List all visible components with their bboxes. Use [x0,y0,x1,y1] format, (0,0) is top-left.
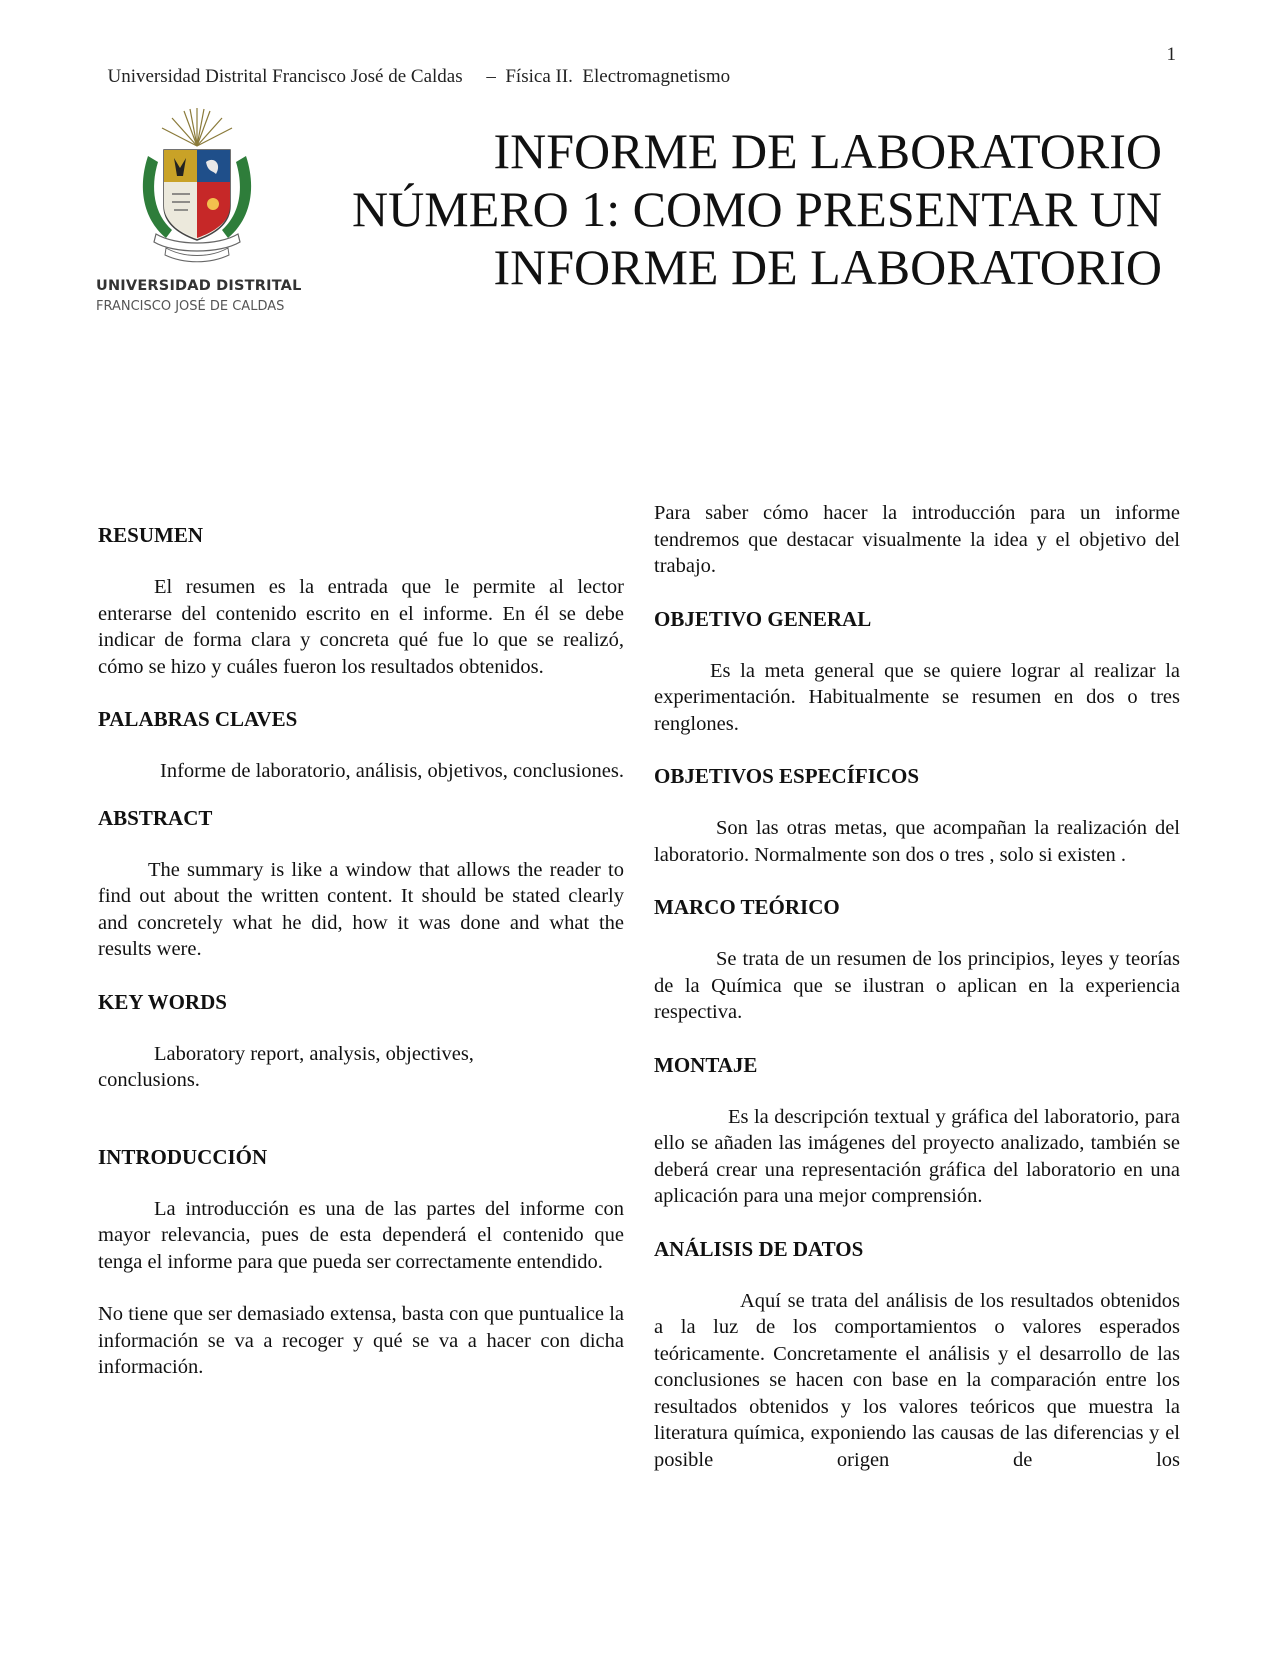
analisis-datos-heading: ANÁLISIS DE DATOS [654,1236,864,1261]
left-column [98,522,624,1381]
key-words-heading: KEY WORDS [98,989,227,1014]
palabras-claves-text: Informe de laboratorio, análisis, objetivos, conclusiones. [160,760,624,782]
intro-continuation-text: Para saber cómo hacer la introducción para un informe tendremos que destacar visualmente la idea y el objetivo del trabajo. [654,502,1180,577]
palabras-claves-heading: PALABRAS CLAVES [98,707,298,731]
analisis-datos-text: Aquí se trata del análisis de los resultados obtenidos a la luz de los comportamientos o valores esperados teóricamente. Concretamente el análisis y el desarrollo de las conclusiones se hacen con base en la comparación entre los resultados obtenidos y los valores teóricos que muestra la literatura química, exponiendo las causas de las diferencias y el posible origen de los [654,1289,1180,1471]
abstract-heading: ABSTRACT [98,805,213,830]
resumen-heading: RESUMEN [98,523,204,547]
marco-teorico-text: Se trata de un resumen de los principios, leyes y teorías de la Química que se ilustran o aplican en la experiencia respectiva. [654,948,1180,1023]
montaje-text: Es la descripción textual y gráfica del laboratorio, para ello se añaden las imágenes del proyecto analizado, también se deberá crear una representación gráfica del laboratorio en una aplicación para una mejor comprensión. [654,1105,1180,1207]
right-column [654,500,1180,1473]
title-line-1: INFORME DE LABORATORIO [493,123,1162,179]
marco-teorico-heading: MARCO TEÓRICO [654,895,840,919]
objetivo-general-heading: OBJETIVO GENERAL [654,606,872,631]
montaje-heading: MONTAJE [654,1052,758,1077]
logo-line-1: UNIVERSIDAD DISTRITAL [96,278,302,294]
running-header [98,44,1176,110]
page-number: 1 [1166,44,1176,65]
objetivos-especificos-heading: OBJETIVOS ESPECÍFICOS [654,764,920,788]
abstract-text: The summary is like a window that allows the reader to find out about the written content. It should be stated clearly and concretely what he did, how it was done and what the results were. [98,858,624,960]
coat-of-arms-icon [136,106,258,266]
objetivo-general-text: Es la meta general que se quiere lograr al realizar la experimentación. Habitualmente se resumen en dos o tres renglones. [654,659,1180,735]
introduccion-text-1: La introducción es una de las partes del informe con mayor relevancia, pues de esta dependerá el contenido que tenga el informe para que pueda ser correctamente entendido. [98,1197,624,1273]
title-line-3: INFORME DE LABORATORIO [493,239,1162,295]
objetivos-especificos-text: Son las otras metas, que acompañan la realización del laboratorio. Normalmente son dos o tres , solo si existen . [654,817,1180,866]
title-line-2: NÚMERO 1: COMO PRESENTAR UN [352,181,1162,237]
logo-line-2: FRANCISCO JOSÉ DE CALDAS [96,299,285,314]
introduccion-text-2: No tiene que ser demasiado extensa, basta con que puntualice la información se va a recoger y qué se va a hacer con dicha información. [98,1303,624,1378]
resumen-text: El resumen es la entrada que le permite al lector enterarse del contenido escrito en el informe. En él se debe indicar de forma clara y concreta qué fue lo que se realizó, cómo se hizo y cuáles fueron los resultados obtenidos. [98,576,624,678]
key-words-text: Laboratory report, analysis, objectives, conclusions. [98,1042,474,1091]
introduccion-heading: INTRODUCCIÓN [98,1144,268,1169]
document-title [262,122,1162,296]
header-text: Universidad Distrital Francisco José de Caldas – Física II. Electromagnetismo [107,66,731,87]
